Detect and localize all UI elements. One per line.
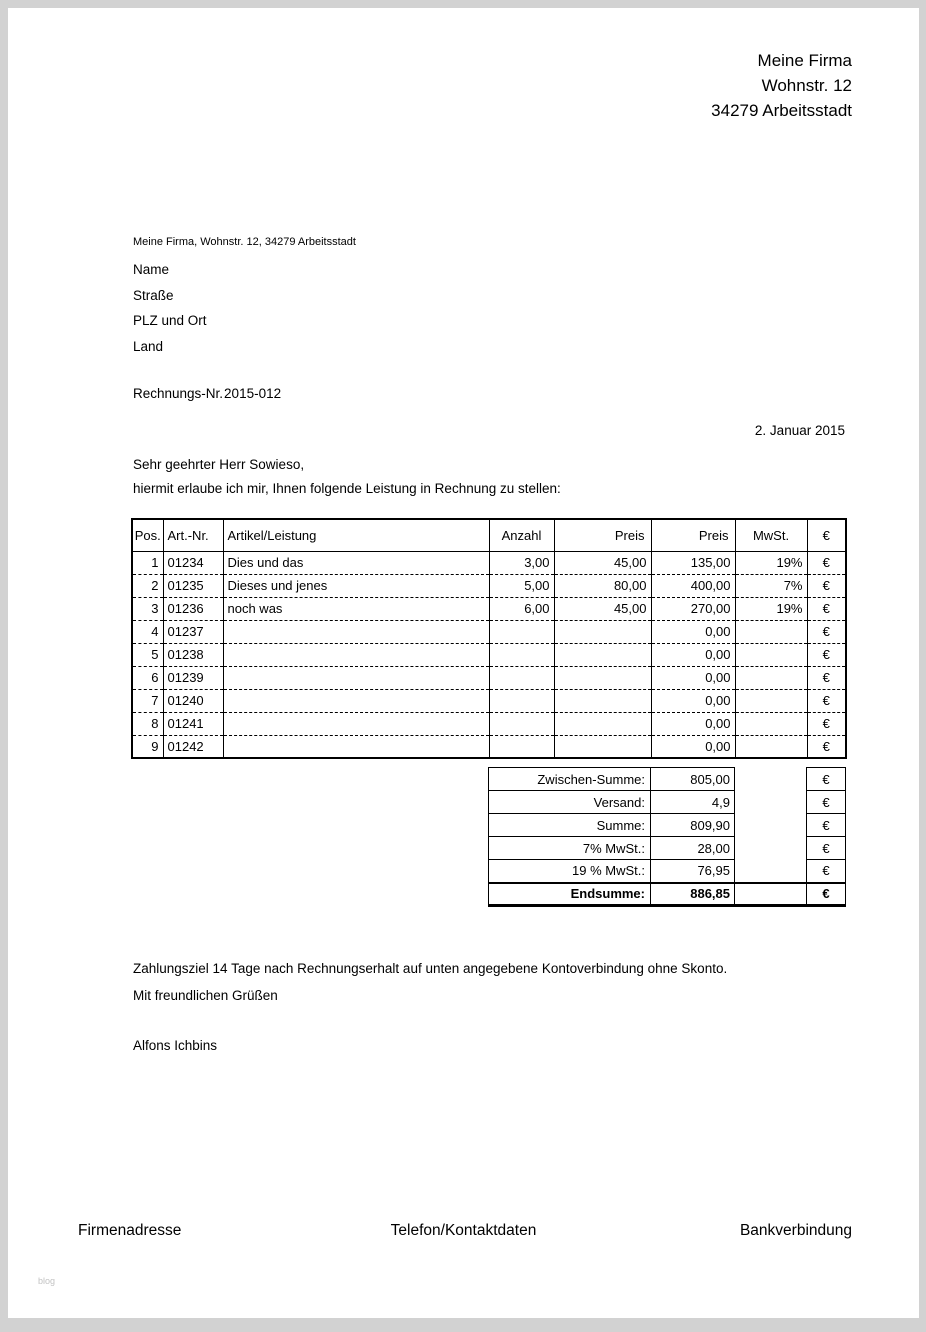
cell-unit-price — [554, 666, 651, 689]
cell-unit-price — [554, 643, 651, 666]
summary-row-vat19 — [489, 860, 846, 883]
invoice-number-label: Rechnungs-Nr. — [133, 386, 224, 401]
summary-spacer — [735, 883, 807, 906]
cell-description — [223, 712, 489, 735]
cell-currency: € — [807, 689, 846, 712]
col-header-currency: € — [807, 519, 846, 551]
cell-total: 0,00 — [651, 620, 735, 643]
cell-qty — [489, 620, 554, 643]
cell-unit-price: 45,00 — [554, 597, 651, 620]
cell-unit-price — [554, 689, 651, 712]
table-row — [132, 574, 846, 597]
cell-qty — [489, 712, 554, 735]
cell-currency: € — [807, 643, 846, 666]
invoice-number-value: 2015-012 — [224, 386, 282, 401]
cell-total: 0,00 — [651, 643, 735, 666]
cell-unit-price: 45,00 — [554, 551, 651, 574]
summary-value: 809,90 — [651, 814, 735, 837]
cell-pos: 3 — [132, 597, 163, 620]
cell-currency: € — [807, 666, 846, 689]
invoice-date: 2. Januar 2015 — [754, 423, 845, 438]
cell-total: 0,00 — [651, 689, 735, 712]
cell-currency: € — [807, 574, 846, 597]
cell-qty: 5,00 — [489, 574, 554, 597]
cell-vat — [735, 666, 807, 689]
summary-spacer — [735, 860, 807, 883]
footer-company-address: Firmenadresse — [78, 1222, 182, 1239]
cell-currency: € — [807, 620, 846, 643]
summary-row-shipping — [489, 791, 846, 814]
col-header-artnr: Art.-Nr. — [163, 519, 223, 551]
recipient-street: Straße — [133, 287, 174, 303]
cell-total: 0,00 — [651, 735, 735, 758]
col-header-total-price: Preis — [651, 519, 735, 551]
summary-table — [488, 767, 846, 907]
cell-qty — [489, 735, 554, 758]
footer-contact: Telefon/Kontaktdaten — [390, 1222, 537, 1239]
footer-bank-details: Bankverbindung — [739, 1222, 852, 1239]
summary-currency: € — [807, 860, 846, 883]
summary-label: 19 % MwSt.: — [489, 860, 651, 883]
col-header-qty: Anzahl — [489, 519, 554, 551]
cell-artnr: 01236 — [163, 597, 223, 620]
summary-row-grand-total — [489, 883, 846, 906]
summary-value: 886,85 — [651, 883, 735, 906]
summary-currency: € — [807, 883, 846, 906]
invoice-page — [8, 8, 919, 1318]
cell-unit-price — [554, 620, 651, 643]
cell-total: 0,00 — [651, 666, 735, 689]
cell-currency: € — [807, 735, 846, 758]
invoice-number-row — [133, 386, 281, 401]
recipient-name: Name — [133, 262, 170, 277]
cell-pos: 4 — [132, 620, 163, 643]
cell-total: 0,00 — [651, 712, 735, 735]
cell-vat: 19% — [735, 551, 807, 574]
summary-label: Zwischen-Summe: — [489, 768, 651, 791]
summary-currency: € — [807, 837, 846, 860]
cell-description — [223, 643, 489, 666]
summary-spacer — [735, 768, 807, 791]
intro-line: hiermit erlaube ich mir, Ihnen folgende Leistung in Rechnung zu stellen: — [133, 481, 561, 496]
table-row — [132, 643, 846, 666]
summary-currency: € — [807, 814, 846, 837]
cell-description: noch was — [223, 597, 489, 620]
summary-value: 805,00 — [651, 768, 735, 791]
signature-name: Alfons Ichbins — [133, 1038, 218, 1053]
cell-total: 270,00 — [651, 597, 735, 620]
summary-label: Summe: — [489, 814, 651, 837]
recipient-country: Land — [133, 338, 164, 354]
cell-currency: € — [807, 551, 846, 574]
company-city: 34279 Arbeitsstadt — [711, 101, 852, 120]
cell-vat — [735, 735, 807, 758]
cell-pos: 1 — [132, 551, 163, 574]
cell-qty: 6,00 — [489, 597, 554, 620]
closing-line: Mit freundlichen Grüßen — [133, 988, 278, 1003]
cell-pos: 2 — [132, 574, 163, 597]
cell-vat — [735, 620, 807, 643]
payment-terms: Zahlungsziel 14 Tage nach Rechnungserhalt auf unten angegebene Kontoverbindung ohne Skonto. — [133, 961, 728, 976]
col-header-pos: Pos. — [132, 519, 163, 551]
salutation: Sehr geehrter Herr Sowieso, — [133, 457, 305, 472]
summary-label: 7% MwSt.: — [489, 837, 651, 860]
cell-vat: 7% — [735, 574, 807, 597]
cell-artnr: 01240 — [163, 689, 223, 712]
cell-unit-price: 80,00 — [554, 574, 651, 597]
summary-spacer — [735, 791, 807, 814]
cell-vat — [735, 643, 807, 666]
table-row — [132, 551, 846, 574]
cell-pos: 5 — [132, 643, 163, 666]
cell-artnr: 01234 — [163, 551, 223, 574]
cell-artnr: 01238 — [163, 643, 223, 666]
summary-row-sum — [489, 814, 846, 837]
summary-row-vat7 — [489, 837, 846, 860]
company-address-block — [711, 48, 852, 123]
sender-line: Meine Firma, Wohnstr. 12, 34279 Arbeitsstadt — [133, 236, 356, 248]
summary-value: 28,00 — [651, 837, 735, 860]
col-header-unit-price: Preis — [554, 519, 651, 551]
summary-currency: € — [807, 791, 846, 814]
watermark: blog — [38, 1276, 56, 1286]
table-row — [132, 689, 846, 712]
table-row — [132, 712, 846, 735]
company-name: Meine Firma — [757, 51, 852, 70]
summary-label: Versand: — [489, 791, 651, 814]
cell-artnr: 01239 — [163, 666, 223, 689]
company-street: Wohnstr. 12 — [761, 76, 852, 95]
cell-vat: 19% — [735, 597, 807, 620]
cell-description — [223, 735, 489, 758]
items-header-row — [132, 519, 846, 551]
cell-artnr: 01237 — [163, 620, 223, 643]
summary-value: 76,95 — [651, 860, 735, 883]
recipient-block — [133, 257, 207, 359]
footer — [8, 1222, 919, 1244]
cell-qty — [489, 643, 554, 666]
cell-description: Dies und das — [223, 551, 489, 574]
cell-currency: € — [807, 597, 846, 620]
cell-unit-price — [554, 735, 651, 758]
cell-artnr: 01242 — [163, 735, 223, 758]
summary-spacer — [735, 837, 807, 860]
summary-label: Endsumme: — [489, 883, 651, 906]
cell-pos: 9 — [132, 735, 163, 758]
cell-pos: 6 — [132, 666, 163, 689]
cell-currency: € — [807, 712, 846, 735]
cell-artnr: 01235 — [163, 574, 223, 597]
cell-pos: 7 — [132, 689, 163, 712]
cell-qty: 3,00 — [489, 551, 554, 574]
summary-spacer — [735, 814, 807, 837]
table-row — [132, 666, 846, 689]
cell-qty — [489, 666, 554, 689]
cell-description — [223, 689, 489, 712]
table-row — [132, 597, 846, 620]
cell-description — [223, 666, 489, 689]
cell-description: Dieses und jenes — [223, 574, 489, 597]
table-row — [132, 620, 846, 643]
cell-artnr: 01241 — [163, 712, 223, 735]
recipient-city: PLZ und Ort — [133, 313, 207, 328]
summary-row-subtotal — [489, 768, 846, 791]
cell-unit-price — [554, 712, 651, 735]
cell-total: 400,00 — [651, 574, 735, 597]
summary-value: 4,9 — [651, 791, 735, 814]
cell-qty — [489, 689, 554, 712]
items-table — [131, 518, 847, 759]
cell-pos: 8 — [132, 712, 163, 735]
cell-total: 135,00 — [651, 551, 735, 574]
summary-currency: € — [807, 768, 846, 791]
cell-vat — [735, 712, 807, 735]
table-row — [132, 735, 846, 758]
cell-vat — [735, 689, 807, 712]
col-header-description: Artikel/Leistung — [223, 519, 489, 551]
col-header-vat: MwSt. — [735, 519, 807, 551]
cell-description — [223, 620, 489, 643]
